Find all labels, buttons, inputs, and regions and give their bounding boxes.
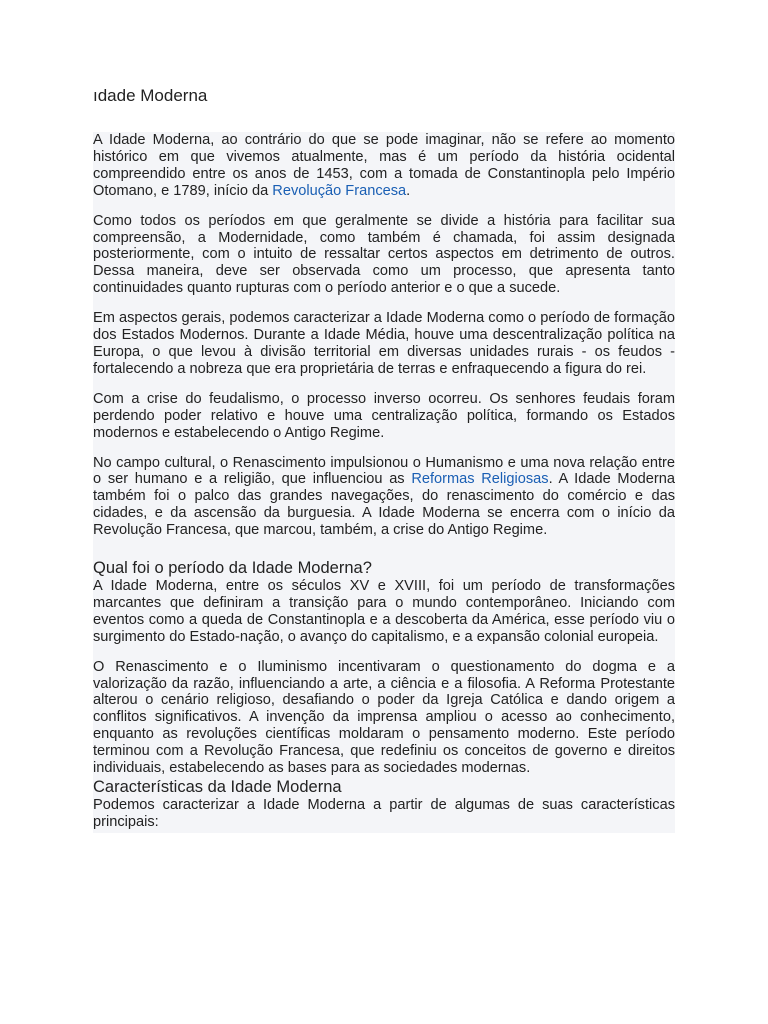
- revolucao-francesa-link[interactable]: Revolução Francesa: [272, 182, 407, 199]
- paragraph-renascimento: O Renascimento e o Iluminismo incentivaram o questionamento do dogma e a valorização da razão, influenciando a arte, a ciência e a filosofia. A Reforma Protestante alterou o cenário religioso, desafiando o poder da Igreja Católica e dando origem a conflitos significativos. A invenção da imprensa ampliou o acesso ao conhecimento, enquanto as revoluções científicas moldaram o pensamento moderno. Este período terminou com a Revolução Francesa, que redefiniu os conceitos de governo e direitos individuais, estabelecendo as bases para as sociedades modernas.: [93, 658, 675, 777]
- heading-caracteristicas: Características da Idade Moderna: [93, 778, 342, 796]
- paragraph-caracteristicas: Podemos caracterizar a Idade Moderna a partir de algumas de suas características principais:: [93, 797, 675, 830]
- article-body: [93, 132, 675, 833]
- paragraph-cultural: No campo cultural, o Renascimento impulsionou o Humanismo e uma nova relação entre o ser humano e a religião, que influenciou as Reformas Religiosas. A Idade Moderna também foi o palco das grandes navegações, do renascimento do comércio e das cidades, e da ascensão da burguesia. A Idade Moderna se encerra com o início da Revolução Francesa, que marcou, também, a crise do Antigo Regime.: [93, 454, 676, 539]
- heading-periodo: Qual foi o período da Idade Moderna?: [93, 559, 372, 578]
- paragraph-aspectos: Em aspectos gerais, podemos caracterizar a Idade Moderna como o período de formação dos Estados Modernos. Durante a Idade Média, houve uma descentralização política na Europa, o que levou à divisão territorial em diversas unidades rurais - os feudos - fortalecendo a nobreza que era proprietária de terras e enfraquecendo a figura do rei.: [93, 310, 675, 377]
- paragraph-crise-feudalismo: Com a crise do feudalismo, o processo inverso ocorreu. Os senhores feudais foram perdendo poder relativo e houve uma centralização política, formando os Estados modernos e estabelecendo o Antigo Regime.: [93, 390, 675, 441]
- paragraph-periodos: Como todos os períodos em que geralmente se divide a história para facilitar sua compreensão, a Modernidade, como também é chamada, foi assim designada posteriormente, com o intuito de ressaltar certos aspectos em detrimento de outros. Dessa maneira, deve ser observada como um processo, que apresenta tanto continuidades quanto rupturas com o período anterior e o que a sucede.: [93, 212, 675, 297]
- page-title: ıdade Moderna: [93, 86, 208, 105]
- paragraph-periodo: A Idade Moderna, entre os séculos XV e XVIII, foi um período de transformações marcantes que definiram a transição para o mundo contemporâneo. Iniciando com eventos como a queda de Constantinopla e a descoberta da América, esse período viu o surgimento do Estado-nação, o avanço do capitalismo, e a expansão colonial europeia.: [93, 578, 675, 645]
- reformas-religiosas-link[interactable]: Reformas Religiosas: [411, 471, 549, 488]
- paragraph-intro: A Idade Moderna, ao contrário do que se pode imaginar, não se refere ao momento histórico em que vivemos atualmente, mas é um período da história ocidental compreendido entre os anos de 1453, com a tomada de Constantinopla pelo Império Otomano, e 1789, início da Revolução Francesa.: [93, 132, 675, 199]
